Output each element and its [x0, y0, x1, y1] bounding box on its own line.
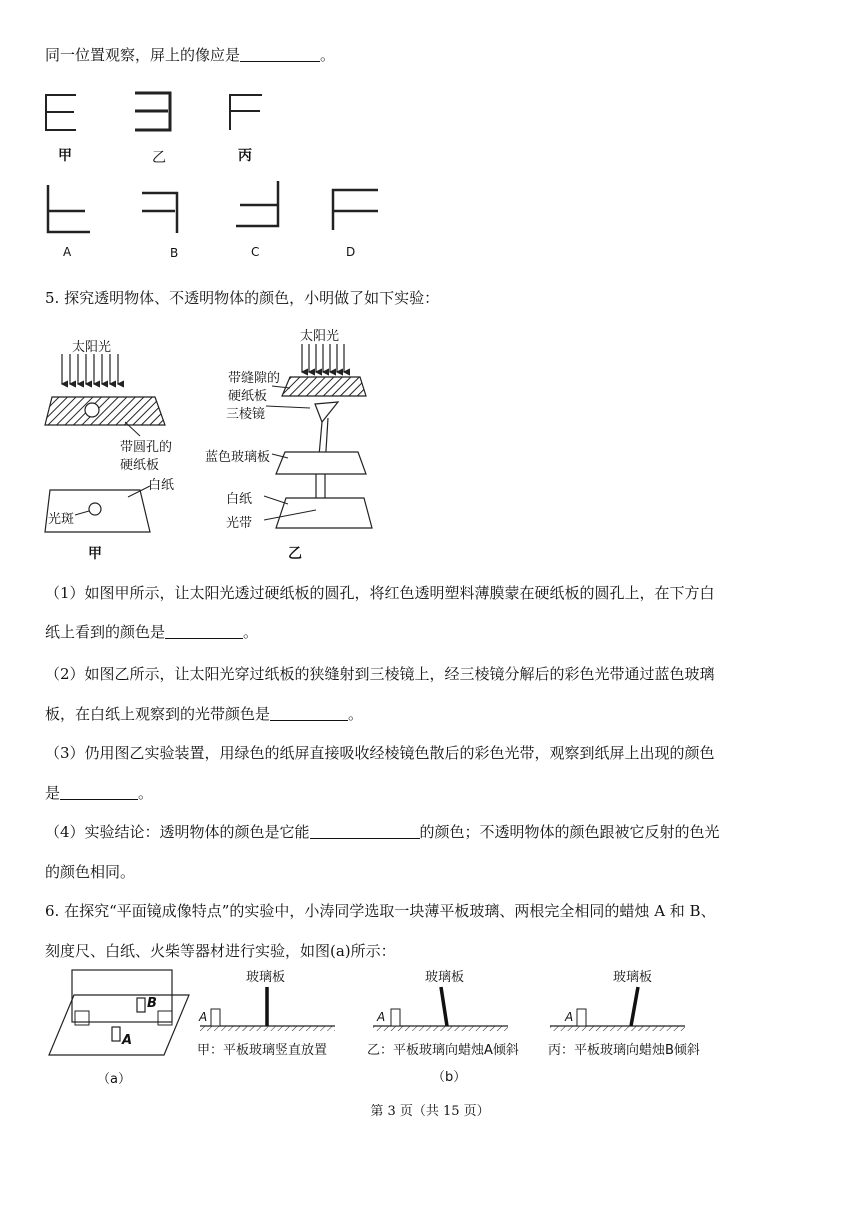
- figure-jia: [46, 95, 76, 130]
- round-hole: [85, 403, 99, 417]
- candle-a-label-bing: A: [565, 1010, 574, 1024]
- sunlight-arrows: [302, 344, 344, 372]
- q5-1-line-b: 纸上看到的颜色是 。: [45, 623, 259, 641]
- q5-1-line-a: （1）如图甲所示，让太阳光透过硬纸板的圆孔，将红色透明塑料薄膜蒙在硬纸板的圆孔上，在下方白: [45, 584, 715, 602]
- q4-tail-text: 同一位置观察，屏上的像应是: [45, 46, 241, 64]
- glass-label-bing: 玻璃板: [613, 970, 653, 985]
- glass-tilt-a: [441, 987, 447, 1026]
- yi-slit-label-1: 带缝隙的: [228, 371, 281, 386]
- figure-label-yi: 乙: [152, 150, 166, 166]
- jia-light-spot-label: 光斑: [48, 512, 75, 527]
- answer-blank[interactable]: [310, 823, 420, 839]
- glass-label-jia: 玻璃板: [246, 970, 286, 985]
- q5-4-line-a: （4）实验结论：透明物体的颜色是它能 的颜色；不透明物体的颜色跟被它反射的色光: [45, 823, 720, 841]
- option-label-c: C: [251, 245, 260, 259]
- option-label-b: B: [170, 246, 179, 260]
- candle-a-label: A: [122, 1033, 133, 1048]
- panel-bing-caption: 丙：平板玻璃向蜡烛B倾斜: [548, 1043, 700, 1058]
- panel-jia: [200, 987, 335, 1031]
- q5-title: 5. 探究透明物体、不透明物体的颜色，小明做了如下实验：: [45, 289, 440, 307]
- jia-cardboard-label-1: 带圆孔的: [120, 440, 173, 455]
- q5-2-line-a: （2）如图乙所示，让太阳光穿过纸板的狭缝射到三棱镜上，经三棱镜分解后的彩色光带通过蓝色玻璃: [45, 665, 715, 683]
- candle-b: [137, 998, 145, 1012]
- q5-3-line-b: 是 。: [45, 784, 154, 802]
- q6-line-b: 刻度尺、白纸、火柴等器材进行实验，如图(a)所示：: [45, 942, 396, 960]
- glass-plate: [72, 970, 172, 1022]
- figure-bing: [230, 95, 262, 130]
- prism: [315, 402, 338, 422]
- candle-b-label: B: [147, 996, 157, 1011]
- sunlight-arrows: [62, 354, 118, 384]
- option-a-figure: [48, 185, 90, 232]
- option-b-figure: [142, 193, 177, 233]
- yi-sunlight-label: 太阳光: [300, 329, 340, 344]
- option-label-a: A: [63, 245, 72, 259]
- panel-yi-caption: 乙：平板玻璃向蜡烛A倾斜: [367, 1043, 519, 1058]
- white-paper: [276, 498, 372, 528]
- candle-a: [112, 1027, 120, 1041]
- option-d-figure: [333, 190, 378, 230]
- figure-yi: [135, 93, 170, 130]
- jia-white-paper-label: 白纸: [148, 478, 175, 493]
- option-label-d: D: [346, 245, 356, 259]
- glass-label-yi: 玻璃板: [425, 970, 465, 985]
- q4-tail-line: 同一位置观察，屏上的像应是 。: [45, 46, 336, 64]
- candle-a-label-yi: A: [377, 1010, 386, 1024]
- cardboard-with-hole: [45, 397, 165, 425]
- jia-caption: 甲: [88, 546, 102, 562]
- q5-3-line-a: （3）仍用图乙实验装置，用绿色的纸屏直接吸收经棱镜色散后的彩色光带，观察到纸屏上出现的颜色: [45, 744, 715, 762]
- option-c-figure: [236, 181, 278, 226]
- yi-prism-label: 三棱镜: [226, 407, 266, 422]
- q6-line-a: 6. 在探究“平面镜成像特点”的实验中，小涛同学选取一块薄平板玻璃、两根完全相同的蜡烛 A 和 B、: [45, 902, 716, 920]
- yi-light-band-label: 光带: [226, 516, 253, 531]
- answer-blank[interactable]: [240, 46, 320, 62]
- yi-white-paper-label: 白纸: [226, 492, 253, 507]
- q5-2-line-b: 板，在白纸上观察到的光带颜色是 。: [45, 705, 364, 723]
- jia-cardboard-label-2: 硬纸板: [120, 458, 160, 473]
- answer-blank[interactable]: [60, 784, 138, 800]
- answer-blank[interactable]: [165, 623, 243, 639]
- candle-a-label-jia: A: [199, 1010, 208, 1024]
- yi-blue-glass-label: 蓝色玻璃板: [205, 450, 271, 465]
- fig6-a-diagram: [44, 965, 194, 1070]
- q5-4-line-b: 的颜色相同。: [45, 863, 136, 881]
- figure-label-bing: 丙: [238, 148, 252, 164]
- panel-bing: [550, 987, 685, 1031]
- yi-slit-label-2: 硬纸板: [228, 389, 268, 404]
- letter-e-figures: [40, 85, 400, 265]
- light-spot: [89, 503, 101, 515]
- fig6-caption-a: （a）: [97, 1072, 131, 1087]
- blue-glass-plate: [276, 452, 366, 474]
- glass-tilt-b: [631, 987, 638, 1026]
- panel-jia-caption: 甲：平板玻璃竖直放置: [197, 1043, 328, 1058]
- jia-sunlight-label: 太阳光: [72, 340, 112, 355]
- answer-blank[interactable]: [270, 705, 348, 721]
- cardboard-with-slit: [282, 377, 366, 396]
- figure-label-jia: 甲: [58, 148, 72, 164]
- fig6-caption-b: （b）: [432, 1070, 467, 1085]
- page-footer: 第 3 页（共 15 页）: [370, 1104, 490, 1119]
- panel-yi: [373, 987, 508, 1031]
- yi-caption: 乙: [288, 546, 302, 562]
